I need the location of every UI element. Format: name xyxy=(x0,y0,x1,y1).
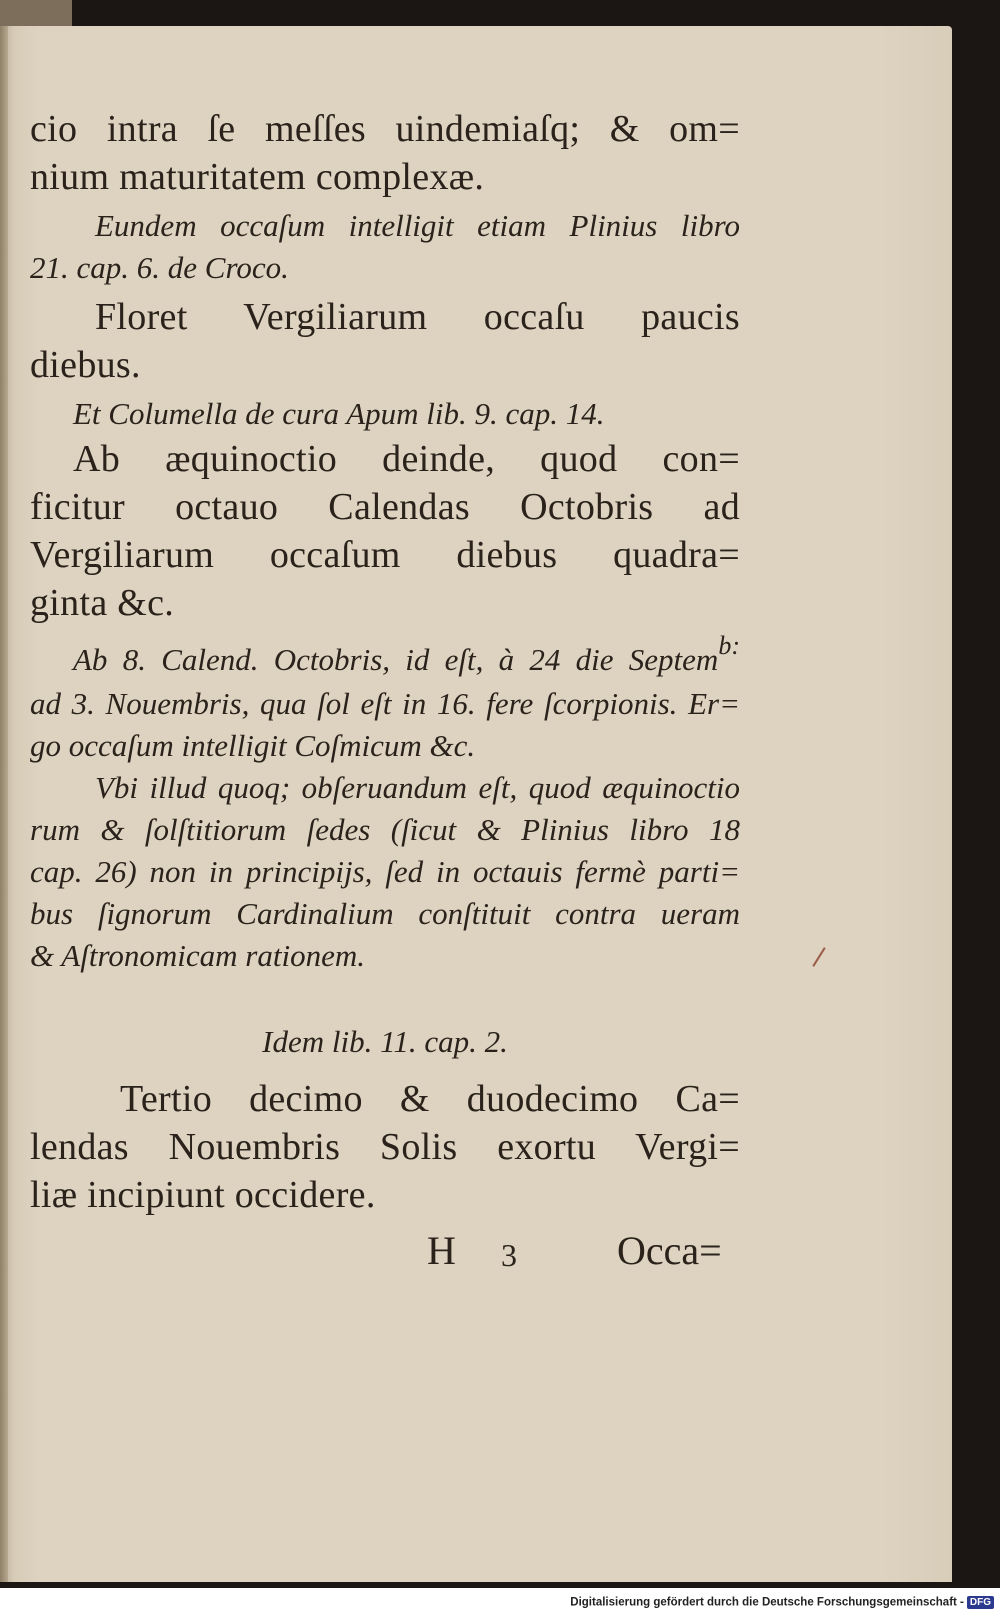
superscript-note: b: xyxy=(718,631,740,660)
text-line: ad 3. Nouembris, qua ſol eſt in 16. fere ſcorpionis. Er= xyxy=(30,686,740,721)
section-heading: Idem lib. 11. cap. 2. xyxy=(262,1024,508,1059)
text-line: cio intra ſe meſſes uindemiaſq; & om= xyxy=(30,108,740,150)
catchword: Occa= xyxy=(617,1228,722,1273)
text-line: cap. 26) non in principijs, ſed in octauis fermè parti= xyxy=(30,854,740,889)
text-line: & Aſtronomicam rationem. xyxy=(30,938,365,973)
text-line: Floret Vergiliarum occaſu paucis xyxy=(95,296,740,338)
page-body-text xyxy=(30,105,740,1219)
text-line: nium maturitatem complexæ. xyxy=(30,156,485,198)
text-line: bus ſignorum Cardinalium conſtituit contra ueram xyxy=(30,896,740,931)
text-line: Et Columella de cura Apum lib. 9. cap. 14. xyxy=(73,396,605,431)
dfg-logo-badge[interactable]: DFG xyxy=(967,1596,994,1609)
digitization-credit xyxy=(0,1596,994,1618)
text-line: diebus. xyxy=(30,344,141,386)
text-line: Vergiliarum occaſum diebus quadra= xyxy=(30,534,740,576)
text-line: 21. cap. 6. de Croco. xyxy=(30,250,289,285)
text-line-with-superscript xyxy=(30,631,740,683)
text-line: Vbi illud quoq; obſeruandum eſt, quod æquinoctio xyxy=(95,770,740,805)
text-line: ficitur octauo Calendas Octobris ad xyxy=(30,486,740,528)
text-line: ginta &c. xyxy=(30,582,175,624)
text-line: Eundem occaſum intelligit etiam Plinius libro xyxy=(95,208,740,243)
credit-text: Digitalisierung gefördert durch die Deutsche Forschungsgemeinschaft - xyxy=(570,1596,964,1609)
text-line: rum & ſolſtitiorum ſedes (ſicut & Plinius libro 18 xyxy=(30,812,740,847)
scan-corner-tab xyxy=(0,0,72,26)
page-gutter-shadow xyxy=(0,26,8,1582)
text-line: liæ incipiunt occidere. xyxy=(30,1174,376,1216)
text-line: lendas Nouembris Solis exortu Vergi= xyxy=(30,1126,740,1168)
text-line: Ab æquinoctio deinde, quod con= xyxy=(73,438,740,480)
signature-mark: H xyxy=(427,1228,456,1273)
text-line: Tertio decimo & duodecimo Ca= xyxy=(120,1078,740,1120)
text-line: go occaſum intelligit Coſmicum &c. xyxy=(30,728,476,763)
text-line: Ab 8. Calend. Octobris, id eſt, à 24 die Septem xyxy=(73,642,719,677)
signature-number: 3 xyxy=(501,1237,517,1273)
